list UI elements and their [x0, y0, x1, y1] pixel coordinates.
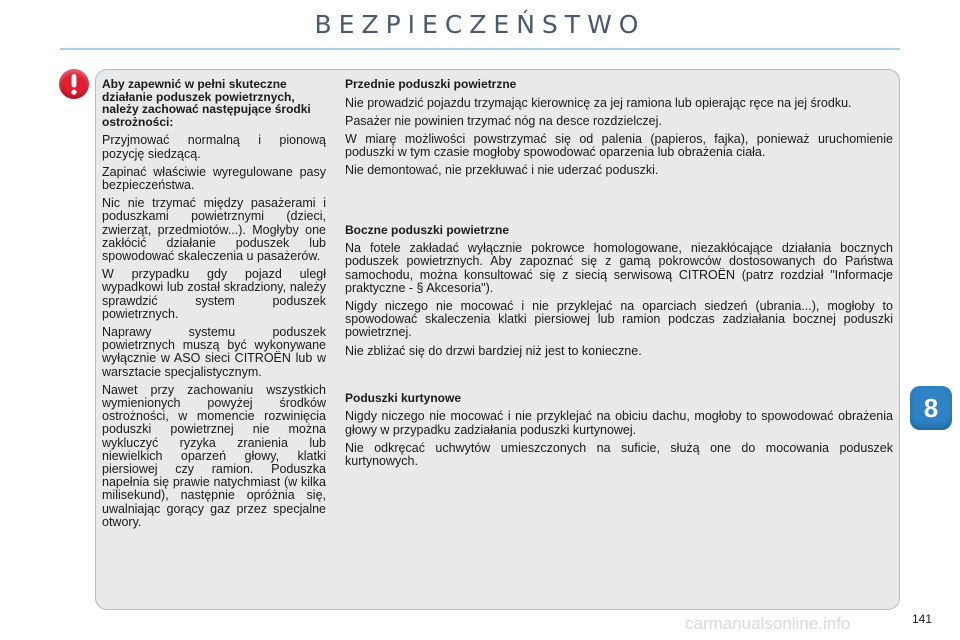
paragraph: Nigdy niczego nie mocować i nie przyklejać na oparciach siedzeń (ubrania...), mogłoby to spowodować skaleczenia klatki piersiowej lub ramion podczas zadziałania bocznej poduszki powietrznej.: [345, 299, 893, 340]
front-airbags-section: [345, 78, 893, 178]
watermark: carmanualsonline.info: [685, 614, 851, 633]
precautions-heading: Aby zapewnić w pełni skuteczne działanie poduszek powietrznych, należy zachować następujące środki ostrożności:: [102, 77, 311, 129]
paragraph: Na fotele zakładać wyłącznie pokrowce homologowane, niezakłócające działania bocznych poduszek powietrznych. Aby zapoznać się z gamą pokrowców dostosowanych do Państwa samochodu, można konsultować się z siecią serwisową CITROËN (patrz rozdział "Informacje praktyczne - § Akcesoria").: [345, 241, 893, 295]
paragraph: Zapinać właściwie wyregulowane pasy bezpieczeństwa.: [102, 164, 326, 192]
airbag-sections-column: [345, 78, 893, 473]
page-title: BEZPIECZEŃSTWO: [314, 10, 646, 39]
page-number: 141: [912, 612, 933, 626]
exclamation-icon: [59, 69, 89, 99]
paragraph: W miarę możliwości powstrzymać się od palenia (papieros, fajka), ponieważ uruchomienie poduszki w tym czasie mogłoby spowodować oparzenia lub obrażenia ciała.: [345, 132, 893, 160]
paragraph: Nie prowadzić pojazdu trzymając kierownicę za jej ramiona lub opierając ręce na jej środku.: [345, 95, 852, 110]
paragraph: Naprawy systemu poduszek powietrznych muszą być wykonywane wyłącznie w ASO sieci CITROËN lub w warsztacie specjalistycznym.: [102, 325, 326, 379]
paragraph: Przyjmować normalną i pionową pozycję siedzącą.: [102, 133, 326, 161]
paragraph: Nie demontować, nie przekłuwać i nie uderzać poduszki.: [345, 163, 659, 178]
section-heading: Boczne poduszki powietrzne: [345, 222, 510, 237]
paragraph: Nigdy niczego nie mocować i nie przyklejać na obiciu dachu, mogłoby to spowodować obrażenia głowy w przypadku zadziałania poduszki kurtynowej.: [345, 409, 893, 437]
curtain-airbags-section: [345, 392, 893, 468]
side-airbags-section: [345, 224, 893, 358]
section-heading: Poduszki kurtynowe: [345, 390, 462, 405]
paragraph: Nie zbliżać się do drzwi bardziej niż jest to konieczne.: [345, 343, 642, 358]
chapter-number: 8: [923, 393, 939, 423]
paragraph: Nawet przy zachowaniu wszystkich wymienionych powyżej środków ostrożności, w momencie rozwinięcia poduszki powietrznej nie można wykluczyć ryzyka zranienia lub niewielkich oparzeń głowy, klatki piersiowej czy ramion. Poduszka napełnia się prawie natychmiast (w kilka milisekund), następnie opróżnia się, uwalniając gorący gaz przez specjalne otwory.: [102, 382, 326, 529]
paragraph: Pasażer nie powinien trzymać nóg na desce rozdzielczej.: [345, 113, 662, 128]
paragraph: Nic nie trzymać między pasażerami i poduszkami powietrznymi (dzieci, zwierząt, przedmiotów...). Mogłyby one zakłócić działanie poduszek lub spowodować skaleczenia u pasażerów.: [102, 196, 326, 263]
precautions-column: [102, 78, 326, 534]
section-heading: Przednie poduszki powietrzne: [345, 77, 517, 91]
paragraph: Nie odkręcać uchwytów umieszczonych na suficie, służą one do mocowania poduszek kurtynowych.: [345, 440, 893, 469]
title-divider: [60, 48, 900, 50]
paragraph: W przypadku gdy pojazd uległ wypadkowi lub został skradziony, należy sprawdzić system poduszek powietrznych.: [102, 267, 326, 321]
